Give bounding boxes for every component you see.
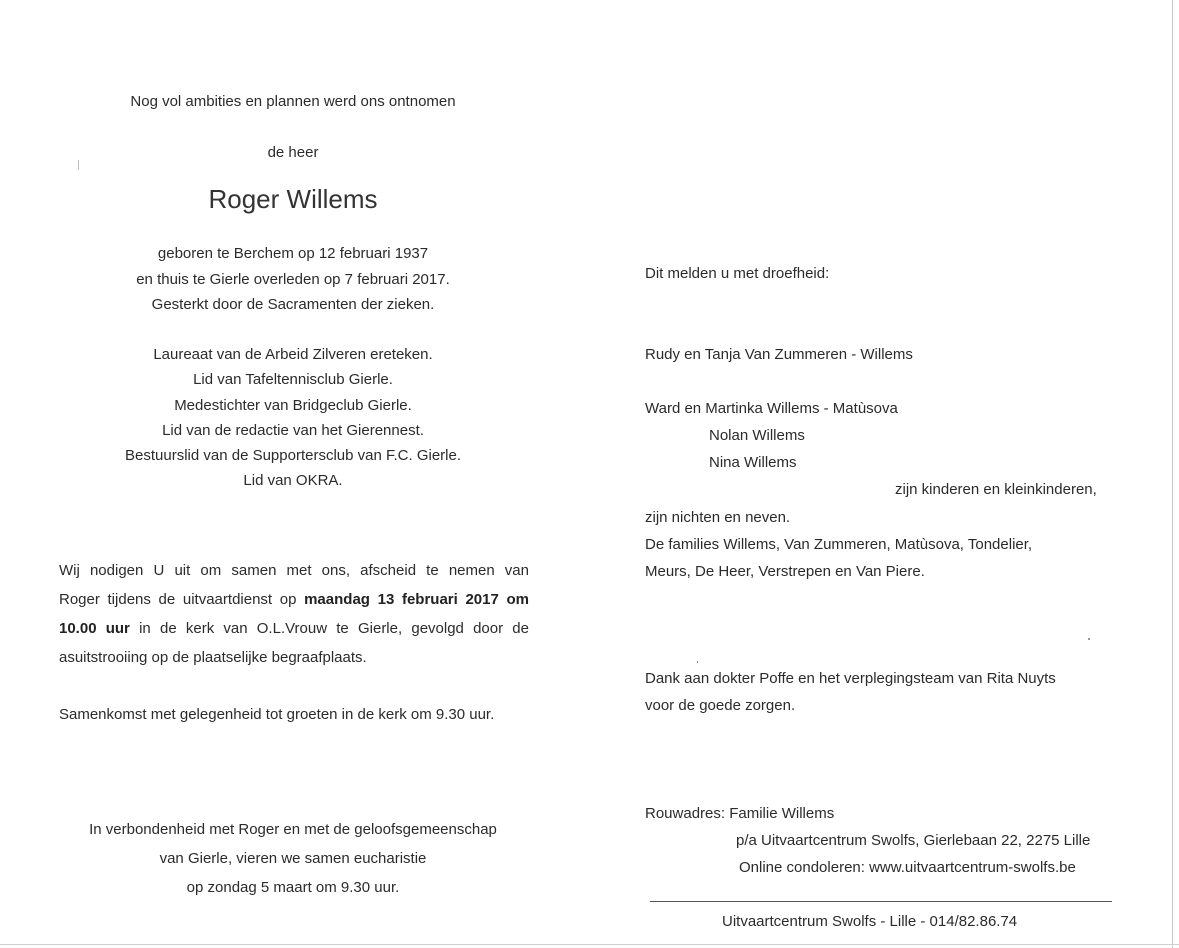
announce-text: Dit melden u met droefheid: xyxy=(645,265,830,282)
online-condolences: Online condoleren: www.uitvaartcentrum-swolfs.be xyxy=(739,859,1076,876)
intro-text: Nog vol ambities en plannen werd ons ontnomen xyxy=(130,93,456,110)
honour-item: Lid van Tafeltennisclub Gierle. xyxy=(193,371,393,388)
relatives-line: zijn nichten en neven. xyxy=(645,509,791,526)
scan-speck xyxy=(1088,638,1090,640)
scan-speck xyxy=(697,661,698,663)
invitation-line-3: 10.00 uur in de kerk van O.L.Vrouw te Gierle, gevolgd door de xyxy=(59,620,529,637)
sacraments-line: Gesterkt door de Sacramenten der zieken. xyxy=(151,296,435,313)
birth-line: geboren te Berchem op 12 februari 1937 xyxy=(157,245,429,262)
deceased-name: Roger Willems xyxy=(208,184,378,214)
relatives-line: De families Willems, Van Zummeren, Matùsova, Tondelier, xyxy=(645,536,1033,553)
service-date: maandag 13 februari 2017 om xyxy=(304,591,529,608)
grandchild-name: Nolan Willems xyxy=(709,427,805,444)
invitation-line-4: asuitstrooiing op de plaatselijke begraafplaats. xyxy=(59,649,367,666)
scan-edge-bottom xyxy=(0,944,1179,945)
death-line: en thuis te Gierle overleden op 7 februari 2017. xyxy=(136,271,450,288)
honour-item: Lid van de redactie van het Gierennest. xyxy=(162,422,424,439)
scan-speck xyxy=(78,160,79,170)
honour-item: Laureaat van de Arbeid Zilveren ereteken. xyxy=(153,346,433,363)
eucharist-line: van Gierle, vieren we samen eucharistie xyxy=(159,850,427,867)
invitation-line-1: Wij nodigen U uit om samen met ons, afscheid te nemen van xyxy=(59,562,529,579)
honour-item: Bestuurslid van de Supportersclub van F.C. Gierle. xyxy=(125,447,461,464)
thanks-line: Dank aan dokter Poffe en het verplegingsteam van Rita Nuyts xyxy=(645,670,1056,687)
footer-text: Uitvaartcentrum Swolfs - Lille - 014/82.86.74 xyxy=(722,913,1018,930)
funeral-home-address: p/a Uitvaartcentrum Swolfs, Gierlebaan 22, 2275 Lille xyxy=(736,832,1091,849)
children-note: zijn kinderen en kleinkinderen, xyxy=(895,481,1097,498)
service-time: 10.00 uur xyxy=(59,620,130,637)
relatives-line: Meurs, De Heer, Verstrepen en Van Piere. xyxy=(645,563,925,580)
honour-item: Lid van OKRA. xyxy=(243,472,343,489)
mourning-address: Rouwadres: Familie Willems xyxy=(645,805,835,822)
eucharist-line: In verbondenheid met Roger en met de geloofsgemeenschap xyxy=(89,821,497,838)
family-line: Ward en Martinka Willems - Matùsova xyxy=(645,400,898,417)
invitation-line-2: Roger tijdens de uitvaartdienst op maandag 13 februari 2017 om xyxy=(59,591,529,608)
family-line: Rudy en Tanja Van Zummeren - Willems xyxy=(645,346,913,363)
thanks-line: voor de goede zorgen. xyxy=(645,697,796,714)
grandchild-name: Nina Willems xyxy=(709,454,797,471)
eucharist-line: op zondag 5 maart om 9.30 uur. xyxy=(186,879,400,896)
salutation: de heer xyxy=(267,144,319,161)
scan-edge-right xyxy=(1172,0,1173,948)
gathering-text: Samenkomst met gelegenheid tot groeten in de kerk om 9.30 uur. xyxy=(59,706,495,723)
honour-item: Medestichter van Bridgeclub Gierle. xyxy=(174,397,412,414)
footer-divider xyxy=(650,901,1112,902)
